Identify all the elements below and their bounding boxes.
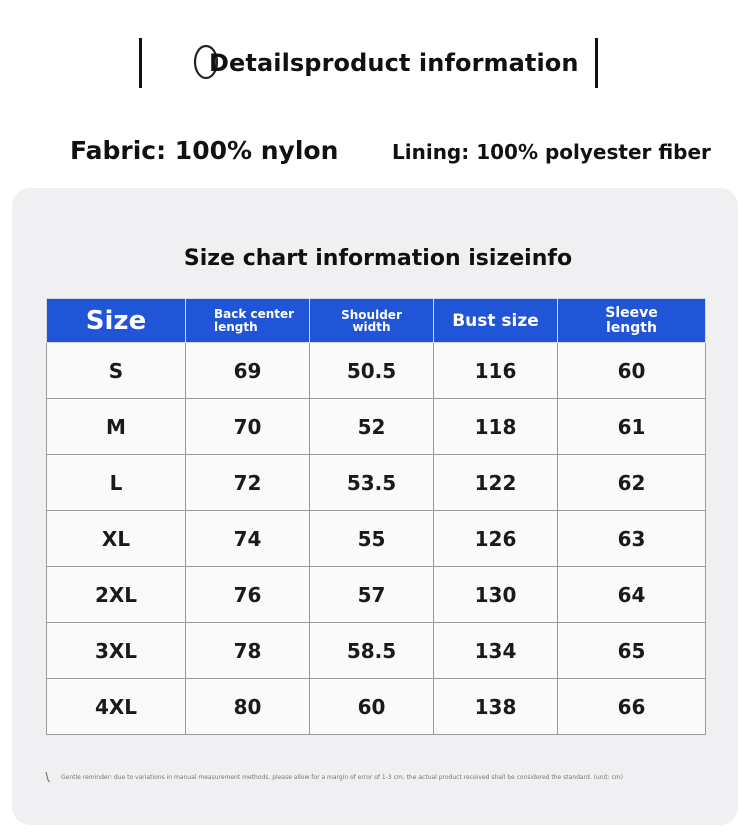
page-title: Detailsproduct information: [209, 49, 579, 77]
cell-shoulder-width: 58.5: [310, 623, 434, 679]
cell-size: 4XL: [47, 679, 186, 735]
cell-back-center-length: 74: [186, 511, 310, 567]
cell-sleeve-length: 61: [558, 399, 706, 455]
lining-info: Lining: 100% polyester fiber: [392, 140, 711, 164]
col-header-back-center-length: [186, 299, 310, 343]
cell-sleeve-length: 63: [558, 511, 706, 567]
cell-back-center-length: 69: [186, 343, 310, 399]
col-header-bust-size: Bust size: [434, 299, 558, 343]
cell-size: L: [47, 455, 186, 511]
cell-bust-size: 134: [434, 623, 558, 679]
cell-bust-size: 126: [434, 511, 558, 567]
col-header-back-center-line1: Back center: [214, 306, 295, 321]
table-row: [47, 511, 706, 567]
fabric-info: Fabric: 100% nylon: [70, 136, 339, 165]
cell-back-center-length: 78: [186, 623, 310, 679]
cell-size: XL: [47, 511, 186, 567]
cell-bust-size: 130: [434, 567, 558, 623]
cell-sleeve-length: 65: [558, 623, 706, 679]
reminder-mark-icon: [45, 771, 50, 783]
cell-size: S: [47, 343, 186, 399]
table-row: [47, 567, 706, 623]
cell-shoulder-width: 55: [310, 511, 434, 567]
col-header-shoulder-width: [310, 299, 434, 343]
table-row: [47, 343, 706, 399]
col-header-shoulder-line2: width: [352, 319, 391, 334]
cell-bust-size: 116: [434, 343, 558, 399]
table-row: [47, 679, 706, 735]
col-header-sleeve-line2: length: [606, 319, 657, 336]
cell-bust-size: 138: [434, 679, 558, 735]
size-table-header-row: [47, 299, 706, 343]
cell-sleeve-length: 62: [558, 455, 706, 511]
cell-sleeve-length: 60: [558, 343, 706, 399]
cell-shoulder-width: 50.5: [310, 343, 434, 399]
col-header-size: Size: [47, 299, 186, 343]
cell-back-center-length: 72: [186, 455, 310, 511]
cell-bust-size: 118: [434, 399, 558, 455]
table-row: [47, 623, 706, 679]
col-header-back-center-line2: length: [214, 319, 258, 334]
measurement-reminder: Gentle reminder: due to variations in manual measurement methods, please allow for a margin of error of 1-3 cm. the actual product received shall be considered the standard. (unit: cm): [61, 774, 623, 781]
col-header-sleeve-line1: Sleeve: [605, 304, 658, 321]
cell-sleeve-length: 64: [558, 567, 706, 623]
cell-back-center-length: 80: [186, 679, 310, 735]
cell-size: M: [47, 399, 186, 455]
size-chart-title: Size chart information isizeinfo: [183, 246, 573, 271]
cell-shoulder-width: 53.5: [310, 455, 434, 511]
col-header-sleeve-length: [558, 299, 706, 343]
cell-back-center-length: 70: [186, 399, 310, 455]
cell-size: 3XL: [47, 623, 186, 679]
cell-size: 2XL: [47, 567, 186, 623]
header-right-divider: [595, 38, 598, 88]
cell-shoulder-width: 52: [310, 399, 434, 455]
cell-shoulder-width: 60: [310, 679, 434, 735]
table-row: [47, 399, 706, 455]
header-left-divider: [139, 38, 142, 88]
cell-back-center-length: 76: [186, 567, 310, 623]
cell-sleeve-length: 66: [558, 679, 706, 735]
table-row: [47, 455, 706, 511]
size-table: [46, 298, 706, 735]
col-header-shoulder-line1: Shoulder: [341, 307, 402, 322]
cell-bust-size: 122: [434, 455, 558, 511]
cell-shoulder-width: 57: [310, 567, 434, 623]
